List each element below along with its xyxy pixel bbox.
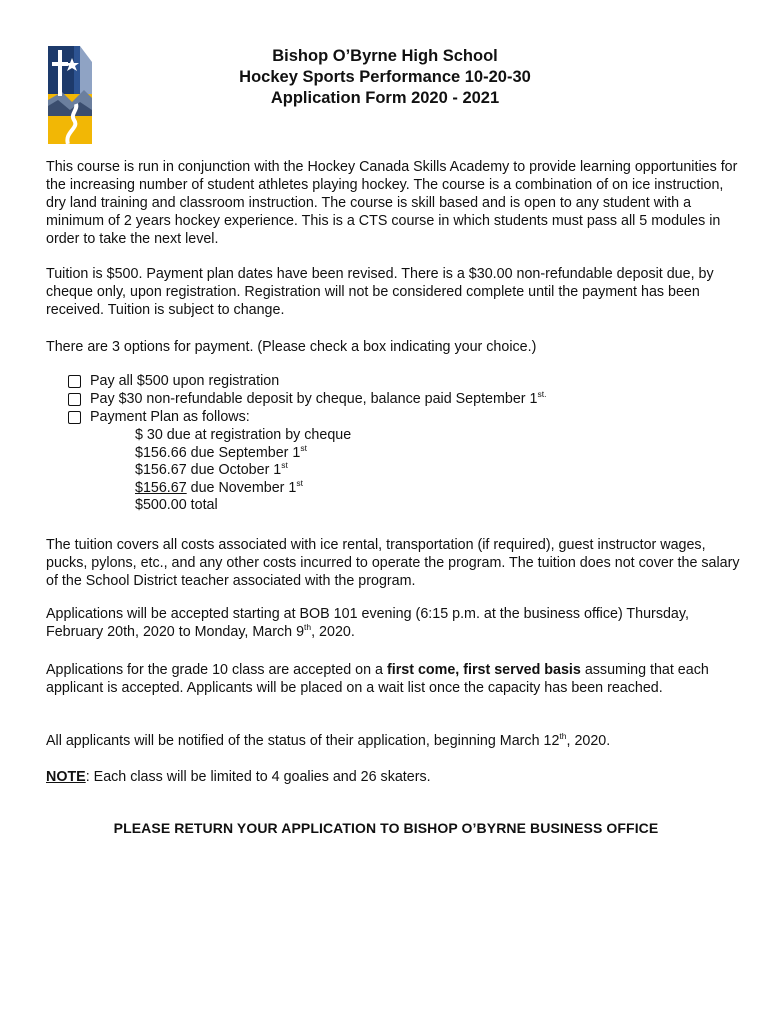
notification-paragraph: All applicants will be notified of the status of their application, beginning March 12th, 2020. — [46, 731, 611, 749]
checkbox-pay-full[interactable] — [68, 375, 81, 388]
intro-paragraph: This course is run in conjunction with the Hockey Canada Skills Academy to provide learning opportunities for the increasing number of student athletes playing hockey. The course is a combination of on ice instruction, dry land training and classroom instruction. The course is skill based and is open to any student with a minimum of 2 years hockey experience. This is a CTS course in which students must pass all 5 modules in order to take the next level. — [46, 159, 738, 247]
program-name: Hockey Sports Performance 10-20-30 — [239, 68, 531, 86]
plan-line-october: $156.67 due October 1st — [135, 460, 288, 478]
note-label: NOTE — [46, 769, 86, 785]
option-deposit-label: Pay $30 non-refundable deposit by cheque, balance paid September $1^{st.}$ — [90, 389, 547, 407]
checkbox-payment-plan[interactable] — [68, 411, 81, 424]
first-come-emphasis: first come, first served basis — [386, 662, 581, 678]
grade10-paragraph: Applications for the grade 10 class are accepted on a first come, first served basis assuming that each applicant is accepted. Applicants will be placed on a wait list once the capacity has been reached. — [46, 662, 709, 696]
payment-options — [68, 372, 728, 514]
tuition-paragraph: Tuition is $500. Payment plan dates have been revised. There is a $30.00 non-refundable deposit due, by cheque only, upon registration. Registration will not be considered complete until the payment has been received. Tuition is subject to change. — [46, 266, 714, 318]
school-name: Bishop O’Byrne High School — [272, 47, 498, 65]
application-dates-paragraph: Applications will be accepted starting at BOB 101 evening (6:15 p.m. at the business office) Thursday, February 20th, 2020 to Monday, March 9th, 2020. — [46, 606, 689, 640]
tuition-covers-paragraph: The tuition covers all costs associated with ice rental, transportation (if required), guest instructor wages, pucks, pylons, etc., and any other costs incurred to operate the program. The tuition does not cover the salary of the School District teacher associated with the program. — [46, 537, 740, 589]
option-pay-full[interactable] — [68, 372, 728, 390]
plan-line-september: $156.66 due September 1st — [135, 442, 307, 461]
plan-line-november: $156.67 due November 1st — [135, 477, 303, 496]
payment-plan-schedule — [135, 426, 728, 514]
return-instruction: PLEASE RETURN YOUR APPLICATION TO BISHOP O’BYRNE BUSINESS OFFICE — [113, 820, 659, 836]
form-header — [150, 46, 620, 109]
school-logo — [44, 44, 98, 144]
option-deposit[interactable] — [68, 390, 728, 408]
option-payment-plan-label: Payment Plan as follows: — [90, 409, 250, 425]
checkbox-deposit[interactable] — [68, 393, 81, 406]
payment-options-intro: There are 3 options for payment. (Please check a box indicating your choice.) — [46, 339, 537, 355]
plan-line-registration: $ 30 due at registration by cheque — [135, 427, 352, 443]
form-title: Application Form 2020 - 2021 — [270, 89, 500, 107]
option-payment-plan[interactable] — [68, 408, 728, 426]
note-paragraph: NOTE: Each class will be limited to 4 goalies and 26 skaters. — [46, 769, 431, 785]
option-pay-full-label: Pay all $500 upon registration — [90, 373, 280, 389]
plan-line-total: $500.00 total — [135, 497, 218, 513]
